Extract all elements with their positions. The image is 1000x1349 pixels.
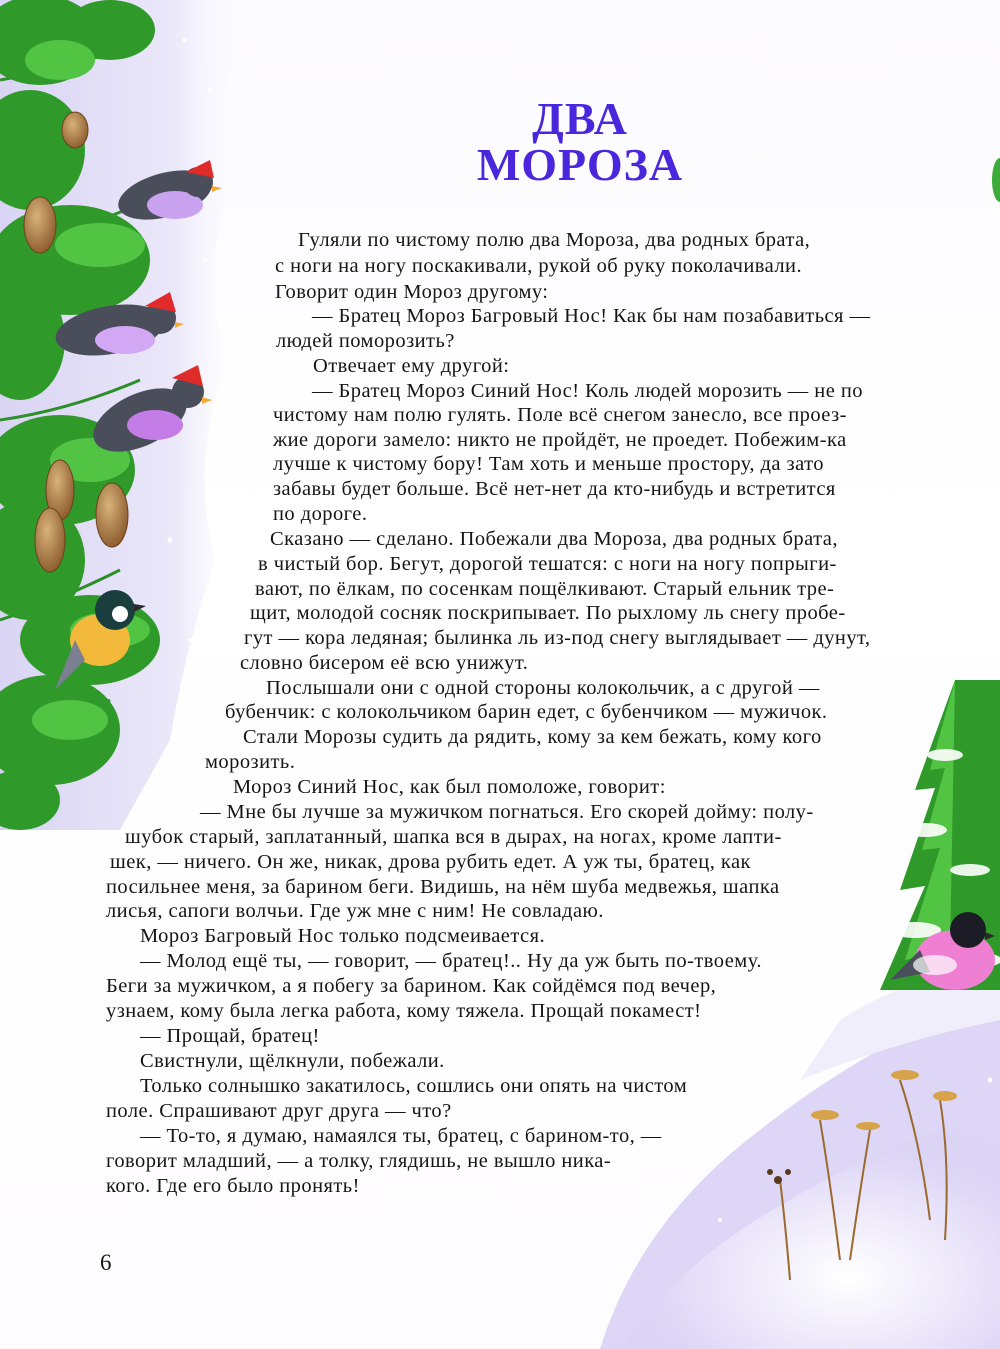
text-line: гут — кора ледяная; былинка ль из-под снегу выглядывает — дунут, xyxy=(244,627,871,649)
text-line: говорит младший, — а толку, глядишь, не вышло ника- xyxy=(106,1150,612,1172)
story-title xyxy=(430,93,730,190)
text-line: бубенчик: с колокольчиком барин едет, с бубенчиком — мужичок. xyxy=(225,701,828,723)
title-line-2: МОРОЗА xyxy=(476,139,684,190)
text-line: Мороз Синий Нос, как был помоложе, говорит: xyxy=(233,776,666,798)
text-line: Сказано — сделано. Побежали два Мороза, два родных брата, xyxy=(270,528,838,550)
text-line: Послышали они с одной стороны колокольчик, а с другой — xyxy=(266,677,820,699)
text-line: — Братец Мороз Багровый Нос! Как бы нам позабавиться — xyxy=(312,305,871,327)
text-line: Стали Морозы судить да рядить, кому за кем бежать, кому кого xyxy=(243,726,822,748)
text-line: с ноги на ногу поскакивали, рукой об руку поколачивали. xyxy=(275,255,803,277)
text-line: Беги за мужичком, а я побегу за барином. Как сойдёмся под вечер, xyxy=(106,975,717,997)
text-line: кого. Где его было пронять! xyxy=(106,1175,360,1197)
text-line: людей поморозить? xyxy=(276,330,455,352)
text-line: в чистый бор. Бегут, дорогой тешатся: с ноги на ногу попрыги- xyxy=(258,553,837,575)
text-line: шек, — ничего. Он же, никак, дрова рубить едет. А уж ты, братец, как xyxy=(110,851,751,873)
text-line: лисья, сапоги волчьи. Где уж мне с ним! Не совладаю. xyxy=(106,900,604,922)
text-line: Только солнышко закатилось, сошлись они опять на чистом xyxy=(140,1075,688,1097)
text-line: — Братец Мороз Синий Нос! Коль людей морозить — не по xyxy=(312,380,863,402)
text-line: Отвечает ему другой: xyxy=(313,355,510,377)
text-line: Мороз Багровый Нос только подсмеивается. xyxy=(140,925,546,947)
text-line: — То-то, я думаю, намаялся ты, братец, с барином-то, — xyxy=(140,1125,662,1147)
text-line: вают, по ёлкам, по сосенкам пощёлкивают. Старый ельник тре- xyxy=(255,578,835,600)
text-line: — Прощай, братец! xyxy=(140,1025,320,1047)
title-line-1: ДВА xyxy=(532,93,628,144)
text-line: — Молод ещё ты, — говорит, — братец!.. Ну да уж быть по-твоему. xyxy=(140,950,762,972)
text-line: по дороге. xyxy=(273,503,368,525)
text-line: щит, молодой сосняк поскрипывает. По рыхлому ль снегу пробе- xyxy=(250,602,846,624)
branch-tip-icon xyxy=(980,150,1000,210)
text-line: жие дороги замело: никто не пройдёт, не проедет. Побежим-ка xyxy=(273,429,847,451)
text-line: шубок старый, заплатанный, шапка вся в дырах, на ногах, кроме лапти- xyxy=(125,826,782,848)
text-line: лучше к чистому бору! Там хоть и меньше простору, да зато xyxy=(273,453,824,475)
text-line: Говорит один Мороз другому: xyxy=(275,281,549,303)
text-line: забавы будет больше. Всё нет-нет да кто-нибудь и встретится xyxy=(273,478,836,500)
text-line: Гуляли по чистому полю два Мороза, два родных брата, xyxy=(298,229,811,251)
text-line: Свистнули, щёлкнули, побежали. xyxy=(140,1050,445,1072)
text-line: посильнее меня, за барином беги. Видишь, на нём шуба медвежья, шапка xyxy=(106,876,780,898)
page-number: 6 xyxy=(100,1250,112,1275)
text-line: — Мне бы лучше за мужичком погнаться. Его скорей дойму: полу- xyxy=(200,801,814,823)
text-line: узнаем, кому была легка работа, кому тяжела. Прощай покамест! xyxy=(106,1000,702,1022)
text-line: чистому нам полю гулять. Поле всё снегом занесло, все проез- xyxy=(273,404,847,426)
text-line: морозить. xyxy=(205,751,296,773)
text-line: словно бисером её всю унижут. xyxy=(240,652,529,674)
text-line: поле. Спрашивают друг друга — что? xyxy=(106,1100,452,1122)
